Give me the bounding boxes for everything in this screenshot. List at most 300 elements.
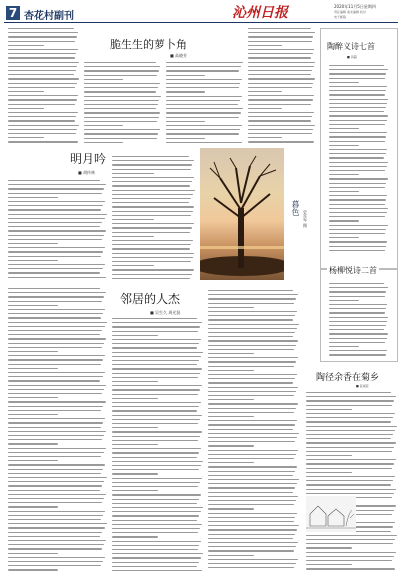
text-line [112,173,154,174]
text-line [8,197,58,198]
text-line [84,96,161,97]
text-line [112,318,197,319]
text-line [112,360,199,361]
text-line [8,431,106,432]
text-line [208,349,294,350]
text-line [208,408,296,409]
text-line [208,454,296,455]
text-line [248,28,311,29]
text-line [208,336,293,337]
text-line [112,236,154,237]
text-line [208,353,254,354]
text-line [208,483,297,484]
contact-line: 电子邮箱 [334,15,347,19]
text-line [8,372,105,373]
text-line [208,542,298,543]
text-line [248,87,312,88]
text-line [306,438,391,439]
luobo-title: 脆生生的萝卜角 [110,38,187,51]
text-line [208,294,298,295]
text-line [248,99,313,100]
text-line [84,87,158,88]
text-line [8,498,104,499]
text-line [248,91,282,92]
text-line [329,312,385,313]
text-line [306,489,396,490]
text-line [8,277,106,278]
text-line [329,350,387,351]
text-line [112,402,201,403]
text-line [8,414,58,415]
text-line [84,108,156,109]
text-line [329,220,359,221]
text-line [8,104,75,105]
text-line [306,396,396,397]
text-line [8,473,101,474]
text-line [8,296,104,297]
text-line [208,450,298,451]
text-line [248,116,312,117]
text-line [166,125,242,126]
text-line [84,125,123,126]
photo-credit: 史亦军 摄 [303,210,308,228]
text-line [112,364,197,365]
text-line [208,290,293,291]
text-line [8,456,101,457]
text-line [306,476,395,477]
text-line [8,317,101,318]
text-line [208,458,294,459]
text-line [248,57,311,58]
text-line [306,405,392,406]
text-line [112,562,199,563]
text-line [208,319,293,320]
text-line [8,95,78,96]
text-line [8,91,44,92]
text-line [8,129,77,130]
text-line [329,291,386,292]
text-line [329,329,384,330]
text-line [208,466,297,467]
text-line [112,494,201,495]
text-line [208,479,299,480]
text-line [208,328,297,329]
taotao-author: ■ 冯超 [347,55,357,59]
text-line [329,141,385,142]
taotao-title: 陶醉义诗七首 [327,42,375,51]
text-line [329,199,386,200]
text-line [306,535,397,536]
text-line [306,539,395,540]
text-line [306,493,394,494]
text-line [112,274,192,275]
text-line [112,177,194,178]
text-line [166,100,240,101]
text-line [8,239,102,240]
text-line [329,107,386,108]
text-line [208,492,293,493]
text-line [112,570,202,571]
text-line [329,174,359,175]
text-line [306,426,397,427]
text-line [84,117,159,118]
text-line [208,529,297,530]
text-line [8,448,106,449]
text-line [8,469,103,470]
text-line [112,536,158,537]
text-line [112,448,201,449]
text-line [248,137,282,138]
text-line [8,53,76,54]
text-line [8,490,100,491]
text-line [112,326,200,327]
text-line [8,78,79,79]
text-line [166,91,205,92]
text-line [248,74,311,75]
text-line [166,79,242,80]
text-line [329,153,386,154]
text-line [208,441,295,442]
text-line [112,566,197,567]
text-line [8,334,100,335]
text-line [248,141,314,142]
text-line [112,427,158,428]
zhaochen-author: ■ 吴生久 周光贤 [150,310,181,315]
text-line [208,324,299,325]
text-line [8,439,102,440]
text-line [329,300,359,301]
text-line [8,112,78,113]
text-line [306,459,396,460]
text-line [329,166,387,167]
text-line [306,417,393,418]
text-line [208,311,297,312]
text-line [112,410,197,411]
text-line [8,28,74,29]
text-line [329,124,385,125]
text-line [112,322,202,323]
luobo-body-right [248,28,316,146]
text-line [329,250,385,251]
text-line [208,538,293,539]
text-line [329,69,388,70]
text-line [166,70,239,71]
text-line [8,427,101,428]
text-line [112,486,198,487]
text-line [112,394,198,395]
text-line [306,392,391,393]
text-line [112,253,194,254]
text-line [8,532,102,533]
text-line [112,211,193,212]
text-line [8,519,101,520]
text-line [306,480,393,481]
text-line [8,70,76,71]
yangliu-box [320,268,398,362]
text-line [8,557,105,558]
text-line [329,162,388,163]
village-sketch [306,496,356,532]
text-line [112,343,199,344]
text-line [208,374,297,375]
text-line [166,117,239,118]
text-line [8,230,106,231]
mingyue-body [8,180,108,280]
text-line [166,62,243,63]
text-line [8,116,76,117]
house-sketch-icon [306,496,356,532]
text-line [166,133,239,134]
text-line [8,422,103,423]
text-line [329,82,359,83]
text-line [306,409,352,410]
text-line [248,66,314,67]
taotao-box [320,28,398,270]
text-line [8,62,79,63]
text-line [208,395,294,396]
text-line [112,347,197,348]
text-line [329,78,385,79]
text-line [8,137,44,138]
text-line [8,494,106,495]
text-line [112,465,201,466]
text-line [112,528,200,529]
text-line [208,412,294,413]
text-line [112,198,191,199]
text-line [112,232,190,233]
text-line [306,484,391,485]
text-line [329,342,385,343]
text-line [8,406,103,407]
text-line [112,415,202,416]
text-line [112,499,199,500]
luobo-author: ■ 高晓芳 [170,53,188,58]
text-line [329,183,386,184]
text-line [8,87,75,88]
text-line [8,180,100,181]
taojia-body [306,392,398,572]
text-line [8,460,58,461]
text-line [8,32,78,33]
text-line [8,401,106,402]
text-line [306,455,352,456]
text-line [112,423,198,424]
yangliu-title: 杨柳悦诗二首 [329,266,377,275]
text-line [306,552,396,553]
text-line [329,136,386,137]
text-line [208,559,298,560]
text-line [112,368,202,369]
text-line [8,565,101,566]
text-line [248,36,313,37]
text-line [248,133,312,134]
text-line [112,419,200,420]
text-line [208,332,295,333]
text-line [8,385,106,386]
text-line [208,403,298,404]
text-line [112,190,195,191]
text-line [112,398,158,399]
text-line [8,99,77,100]
text-line [329,191,359,192]
text-line [208,387,298,388]
page-number: 7 [6,6,20,20]
text-line [8,120,75,121]
text-line [208,315,295,316]
text-line [329,103,387,104]
text-line [329,346,359,347]
text-line [8,309,105,310]
taojia-title: 陶径余香在菊乡 [316,373,380,383]
text-line [329,237,359,238]
text-line [208,361,296,362]
text-line [329,132,387,133]
text-line [8,536,100,537]
text-line [166,96,242,97]
text-line [112,557,201,558]
text-line [8,477,107,478]
text-line [329,216,385,217]
text-line [112,278,190,279]
text-line [208,517,295,518]
text-line [84,100,159,101]
masthead-rule [4,22,398,23]
text-line [166,142,242,143]
photo-caption: 暮色 [291,200,300,216]
text-line [8,209,101,210]
zhaochen-body-left [8,288,108,572]
text-line [329,145,359,146]
text-line [112,507,203,508]
zhaochen-body-mid [112,318,204,572]
text-line [306,468,392,469]
mingyue-body-mid [112,156,196,280]
text-line [8,222,102,223]
text-line [84,70,159,71]
text-line [8,347,102,348]
text-line [208,462,254,463]
text-line [329,304,387,305]
text-line [112,524,202,525]
text-line [166,138,205,139]
text-line [8,540,106,541]
text-line [8,397,58,398]
text-line [329,241,387,242]
text-line [112,227,192,228]
text-line [112,431,202,432]
text-line [208,366,294,367]
text-line [112,452,199,453]
text-line [112,461,203,462]
text-line [329,229,386,230]
text-line [112,532,198,533]
text-line [329,195,387,196]
text-line [248,62,315,63]
text-line [329,65,384,66]
text-line [166,129,240,130]
text-line [248,125,315,126]
sunset-photo [200,148,284,280]
text-line [112,356,201,357]
text-line [329,115,388,116]
text-line [8,368,58,369]
text-line [112,553,203,554]
text-line [8,305,58,306]
text-line [8,45,44,46]
text-line [329,99,388,100]
taotao-poems [329,65,389,255]
text-line [306,463,394,464]
text-line [8,36,77,37]
text-line [329,354,386,355]
text-line [112,381,158,382]
paper-logo: 沁州日报 [232,5,288,21]
text-line [8,243,58,244]
text-line [112,549,198,550]
text-line [84,142,123,143]
text-line [208,471,295,472]
text-line [112,244,191,245]
text-line [8,376,103,377]
text-line [112,240,193,241]
text-line [248,70,312,71]
text-line [8,527,105,528]
text-line [329,204,385,205]
text-line [84,83,160,84]
text-line [208,508,254,509]
text-line [8,83,77,84]
text-line [306,556,394,557]
text-line [8,464,105,465]
text-line [8,214,107,215]
text-line [112,473,158,474]
text-line [329,170,385,171]
text-line [8,481,104,482]
text-line [208,424,295,425]
tree-silhouette [200,148,284,280]
text-line [329,149,387,150]
text-line [8,553,58,554]
text-line [208,534,295,535]
text-line [166,112,241,113]
text-line [329,90,386,91]
text-line [248,104,311,105]
text-line [248,108,282,109]
luobo-body-left [8,28,80,146]
text-line [8,193,102,194]
text-line [8,322,107,323]
text-line [329,333,388,334]
text-line [8,141,78,142]
mingyue-author: ■ 胡传林 [78,170,96,175]
mingyue-section [8,150,108,280]
section-title: 杏花村副刊 [24,11,74,22]
text-line [208,504,294,505]
text-line [8,288,100,289]
text-line [8,247,105,248]
text-line [8,133,76,134]
text-line [8,418,105,419]
text-line [112,469,199,470]
text-line [208,555,254,556]
text-line [329,212,387,213]
text-line [8,66,77,67]
text-line [112,436,200,437]
text-line [112,352,203,353]
text-line [329,157,384,158]
text-line [329,317,388,318]
text-line [329,120,387,121]
